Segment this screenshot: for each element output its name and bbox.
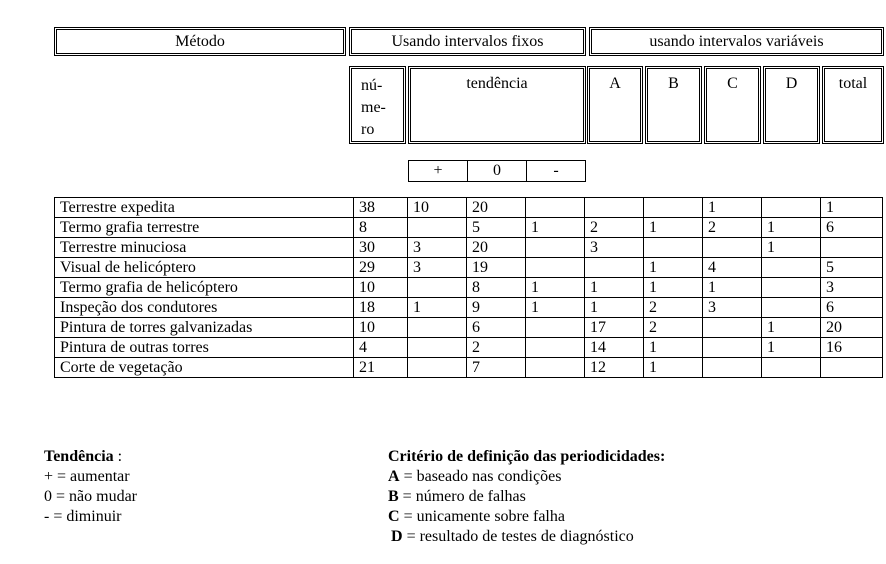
cell-a: 1	[585, 278, 644, 298]
cell-a: 1	[585, 298, 644, 318]
cell-plus: 1	[408, 298, 467, 318]
cell-c	[703, 358, 762, 378]
legend-key-a: A	[388, 468, 400, 485]
cell-method: Inspeção dos condutores	[55, 298, 354, 318]
subheader-b-label: B	[668, 75, 679, 92]
data-table	[54, 197, 883, 378]
cell-zero: 8	[467, 278, 526, 298]
cell-b: 1	[644, 258, 703, 278]
cell-minus	[526, 238, 585, 258]
cell-plus: 3	[408, 258, 467, 278]
cell-minus: 1	[526, 298, 585, 318]
cell-b: 1	[644, 218, 703, 238]
legend-tendencia-title: Tendência	[44, 448, 114, 465]
subheader-d-label: D	[785, 75, 798, 92]
subheader-c-label: C	[727, 75, 738, 92]
cell-a	[585, 258, 644, 278]
trend-zero-box	[467, 160, 527, 182]
cell-d	[762, 298, 821, 318]
table-row	[55, 358, 883, 378]
cell-b	[644, 238, 703, 258]
cell-numero: 38	[354, 198, 408, 218]
cell-method: Termo grafia terrestre	[55, 218, 354, 238]
header-variaveis-label: usando intervalos variáveis	[649, 32, 824, 50]
cell-c: 2	[703, 218, 762, 238]
cell-zero: 5	[467, 218, 526, 238]
cell-method: Corte de vegetação	[55, 358, 354, 378]
subheader-b	[645, 66, 702, 144]
cell-numero: 29	[354, 258, 408, 278]
legend-criterio-b	[388, 487, 665, 507]
cell-b: 1	[644, 278, 703, 298]
cell-total: 6	[821, 298, 883, 318]
cell-method: Visual de helicóptero	[55, 258, 354, 278]
cell-zero: 9	[467, 298, 526, 318]
cell-d	[762, 278, 821, 298]
header-metodo	[54, 27, 346, 56]
header-fixos	[349, 27, 586, 56]
cell-total: 3	[821, 278, 883, 298]
table-row	[55, 218, 883, 238]
legend-text-a: = baseado nas condições	[399, 468, 562, 485]
cell-plus	[408, 218, 467, 238]
cell-c: 3	[703, 298, 762, 318]
cell-a: 2	[585, 218, 644, 238]
table-row	[55, 318, 883, 338]
cell-total: 16	[821, 338, 883, 358]
cell-total: 5	[821, 258, 883, 278]
subheader-a-label: A	[609, 75, 621, 92]
cell-plus	[408, 358, 467, 378]
legend-text-c: = unicamente sobre falha	[399, 508, 565, 525]
cell-b: 2	[644, 298, 703, 318]
cell-c	[703, 238, 762, 258]
legend-text-d: = resultado de testes de diagnóstico	[402, 528, 634, 545]
subheader-d	[763, 66, 820, 144]
cell-a: 17	[585, 318, 644, 338]
legend-text-b: = número de falhas	[398, 488, 526, 505]
legend-criterio-a	[388, 467, 665, 487]
table-row	[55, 278, 883, 298]
cell-minus: 1	[526, 278, 585, 298]
cell-minus: 1	[526, 218, 585, 238]
legend-criterio	[388, 447, 665, 547]
cell-d: 1	[762, 318, 821, 338]
trend-minus-box	[526, 160, 586, 182]
cell-method: Termo grafia de helicóptero	[55, 278, 354, 298]
cell-d: 1	[762, 338, 821, 358]
trend-zero-label: 0	[493, 162, 501, 179]
numero-line-3: ro	[361, 121, 375, 138]
cell-minus	[526, 258, 585, 278]
trend-plus-box	[408, 160, 468, 182]
cell-numero: 4	[354, 338, 408, 358]
cell-b: 2	[644, 318, 703, 338]
cell-numero: 10	[354, 318, 408, 338]
cell-b: 1	[644, 338, 703, 358]
cell-zero: 7	[467, 358, 526, 378]
cell-method: Terrestre minuciosa	[55, 238, 354, 258]
trend-minus-label: -	[553, 162, 559, 179]
cell-total: 1	[821, 198, 883, 218]
cell-method: Terrestre expedita	[55, 198, 354, 218]
legend-item-diminuir: - = diminuir	[44, 508, 122, 525]
subheader-a	[587, 66, 643, 144]
legend-criterio-d	[388, 527, 665, 547]
cell-numero: 10	[354, 278, 408, 298]
header-fixos-label: Usando intervalos fixos	[391, 32, 544, 50]
cell-a	[585, 198, 644, 218]
cell-plus	[408, 338, 467, 358]
cell-a: 12	[585, 358, 644, 378]
cell-b: 1	[644, 358, 703, 378]
legend-key-b: B	[388, 488, 399, 505]
cell-c	[703, 338, 762, 358]
cell-method: Pintura de torres galvanizadas	[55, 318, 354, 338]
table-row	[55, 238, 883, 258]
cell-plus	[408, 318, 467, 338]
cell-zero: 20	[467, 198, 526, 218]
tendencia-label: tendência	[466, 75, 528, 92]
cell-d: 1	[762, 238, 821, 258]
legend-item-nao-mudar: 0 = não mudar	[44, 488, 137, 505]
legend-tendencia	[44, 447, 137, 527]
cell-d	[762, 198, 821, 218]
subheader-c	[704, 66, 761, 144]
cell-numero: 21	[354, 358, 408, 378]
cell-plus: 10	[408, 198, 467, 218]
legend-criterio-c	[388, 507, 665, 527]
cell-d: 1	[762, 218, 821, 238]
cell-numero: 18	[354, 298, 408, 318]
cell-zero: 19	[467, 258, 526, 278]
cell-zero: 6	[467, 318, 526, 338]
legend-tendencia-title-line	[44, 447, 137, 467]
table-row	[55, 298, 883, 318]
subheader-numero	[349, 66, 406, 144]
subheader-total	[822, 66, 884, 144]
cell-c: 1	[703, 278, 762, 298]
cell-plus	[408, 278, 467, 298]
cell-d	[762, 358, 821, 378]
cell-numero: 30	[354, 238, 408, 258]
cell-plus: 3	[408, 238, 467, 258]
cell-zero: 20	[467, 238, 526, 258]
trend-plus-label: +	[433, 162, 443, 179]
cell-minus	[526, 198, 585, 218]
cell-numero: 8	[354, 218, 408, 238]
cell-minus	[526, 358, 585, 378]
cell-a: 3	[585, 238, 644, 258]
cell-total: 6	[821, 218, 883, 238]
subheader-total-label: total	[838, 75, 868, 92]
cell-total: 20	[821, 318, 883, 338]
table-row	[55, 258, 883, 278]
legend-criterio-title: Critério de definição das periodicidades:	[388, 448, 666, 465]
cell-c: 4	[703, 258, 762, 278]
header-variaveis	[589, 27, 884, 56]
table-row	[55, 338, 883, 358]
cell-b	[644, 198, 703, 218]
subheader-tendencia	[408, 66, 586, 144]
cell-total	[821, 238, 883, 258]
cell-minus	[526, 338, 585, 358]
table-row	[55, 198, 883, 218]
legend-item-aumentar: + = aumentar	[44, 468, 130, 485]
cell-zero: 2	[467, 338, 526, 358]
cell-total	[821, 358, 883, 378]
legend-key-d: D	[391, 528, 403, 545]
legend-tendencia-suffix: :	[113, 448, 123, 465]
legend-key-c: C	[388, 508, 400, 525]
header-metodo-label: Método	[175, 32, 225, 50]
numero-line-1: nú-	[361, 77, 383, 94]
cell-method: Pintura de outras torres	[55, 338, 354, 358]
cell-a: 14	[585, 338, 644, 358]
cell-d	[762, 258, 821, 278]
cell-minus	[526, 318, 585, 338]
cell-c: 1	[703, 198, 762, 218]
numero-line-2: me-	[361, 99, 386, 116]
cell-c	[703, 318, 762, 338]
